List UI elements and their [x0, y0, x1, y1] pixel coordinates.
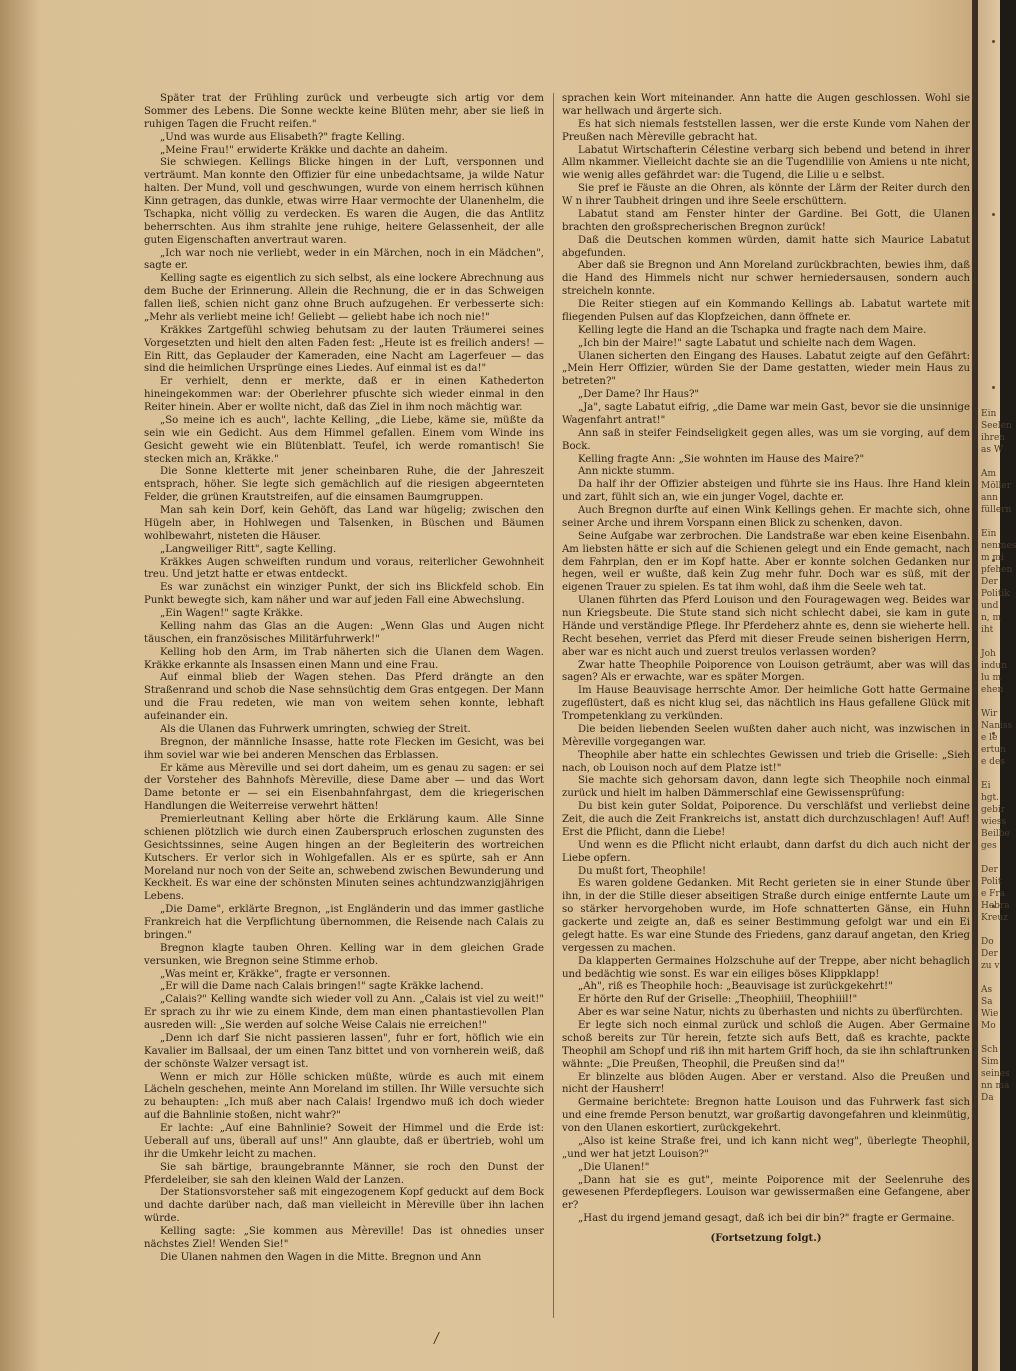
next-page-fragment: Ein [981, 409, 997, 419]
paragraph: „Dann hat sie es gut", meinte Poiporence mit der Seelenruhe des gewesenen Pferdepflegers. Louison war gewissermaßen eine Gefangene, aber er? [562, 1174, 970, 1212]
next-page-fragment: ehen [981, 685, 1004, 695]
paragraph: Der Stationsvorsteher saß mit eingezogenem Kopf geduckt auf dem Bock und dachte darüber nach, daß man vielleicht in Mèreville über ihn lachen würde. [144, 1187, 544, 1225]
next-page-fragment: Sch [981, 1045, 999, 1055]
next-page-fragment: Ein [981, 529, 997, 539]
paragraph: Premierleutnant Kelling aber hörte die Erklärung kaum. Alle Sinne schienen plötzlich wie durch einen Zauberspruch erloschen zugunsten des Gesichtssinnes, seine Augen hingen an der Begleiterin des wortreichen Kutschers. Er verlor sich in Wohlgefallen. Als er es spürte, sah er Ann Moreland nur noch von der Seite an, schwebend zwischen Bewunderung und Keckheit. Es war eine der schönsten Minuten seines achtundzwanzigjährigen Lebens. [144, 814, 544, 903]
paragraph: „Ah", riß es Theophile hoch: „Beauvisage ist zurückgekehrt!" [578, 981, 893, 993]
paragraph: Kräkkes Zartgefühl schwieg behutsam zu der lauten Träumerei seines Vorgesetzten und hielt den alten Faden fest: „Heute ist es freilich anders! — Ein Ritt, das Geplauder der Kameraden, eine Nacht am Lagerfeuer — das sind die heimlichen Ursprünge eines Liedes. Auf einmal ist es da!" [144, 324, 544, 375]
paragraph: Im Hause Beauvisage herrschte Amor. Der heimliche Gott hatte Germaine zugeflüstert, daß es nicht klug sei, das nächtlich ins Haus gefallene Glück mit Trompetenklang zu verkünden. [562, 685, 970, 722]
paragraph: Bregnon, der männliche Insasse, hatte rote Flecken im Gesicht, was bei ihm soviel war wie bei anderen Menschen das Erblassen. [144, 736, 544, 761]
paragraph: „Meine Frau!" erwiderte Kräkke und dachte an daheim. [160, 144, 448, 156]
next-page-fragment: ges [981, 841, 997, 851]
paragraph: Daß die Deutschen kommen würden, damit hatte sich Maurice Labatut abgefunden. [562, 234, 970, 259]
next-page-fragment: seines [981, 1069, 1010, 1079]
paragraph: Und wenn es die Pflicht nicht erlaubt, dann darfst du dich auch nicht der Liebe opfern. [562, 839, 970, 864]
next-page-fragment: Naniss [981, 721, 1013, 731]
next-page-fragment: ertun [981, 745, 1006, 755]
next-page-fragment: Do [981, 937, 994, 947]
next-page-fragment: Beilbe [981, 829, 1010, 839]
next-page-fragment: lu m [981, 673, 1002, 683]
next-page-fragment: pfehen [981, 565, 1013, 575]
next-page-fragment: n, m [981, 613, 1002, 623]
paragraph: Sie machte sich gehorsam davon, dann legte sich Theophile noch einmal zurück und hielt im halben Dämmerschlaf eine Gewissensprüfung: [562, 775, 970, 800]
next-page-fragment [978, 768, 1016, 780]
right-column [562, 93, 970, 1245]
next-page-fragment: zu v [981, 961, 1000, 971]
column-divider [553, 93, 554, 1318]
paragraph: „Ein Wagen!" sagte Kräkke. [160, 608, 304, 619]
next-page-fragment: m mi [981, 553, 1004, 563]
paragraph: Seine Aufgabe war zerbrochen. Die Landstraße war eben keine Eisenbahn. Am liebsten hätte er sich auf die Schienen gelegt und ein Ende gemacht, nach dem Fahrplan, den er im Kopf hatte. Aber er konnte solchen Gedanken nur hegen, weil er wußte, daß kein Zug mehr fuhr. Doch war es süß, mit der eigenen Trauer zu spielen. Es tat ihm wohl, daß ihm die Seele weh tat. [562, 530, 970, 594]
paragraph: Später trat der Frühling zurück und verbeugte sich artig vor dem Sommer des Lebens. Die Sonne weckte keine Blüten mehr, aber sie ließ in ruhigen Tagen die Frucht reifen." [144, 93, 544, 130]
next-page-fragment: iht [981, 625, 994, 635]
paragraph: Man sah kein Dorf, kein Gehöft, das Land war hügelig; zwischen den Hügeln aber, in Hohlwegen und Talsenken, in Büschen und Bäumen wohlbewahrt, nisteten die Häuser. [144, 505, 544, 542]
paragraph: Germaine berichtete: Bregnon hatte Louison und das Fuhrwerk fast sich und eine fremde Person benutzt, war großartig davongefahren und kleinmütig, von den Ulanen eskortiert, zurückgekehrt. [562, 1097, 970, 1134]
next-page-fragment: Der [981, 577, 998, 587]
paragraph: Es war zunächst ein winziger Punkt, der sich ins Blickfeld schob. Ein Punkt bewegte sich, kam näher und war auf jeden Fall eine Abwechslung. [144, 582, 544, 607]
paragraph: Du bist kein guter Soldat, Poiporence. Du verschläfst und verliebst deine Zeit, die auch die Zeit Frankreichs ist, anstatt dich durchzuschlagen! Auf! Auf! Erst die Pflicht, dann die Liebe! [562, 801, 970, 838]
next-page-fragment: Wie [981, 1009, 999, 1019]
next-page-fragment: nenmes [981, 541, 1016, 551]
next-page-fragment: Polit [981, 877, 1002, 887]
paragraph: sprachen kein Wort miteinander. Ann hatte die Augen geschlossen. Wohl sie war hellwach und ärgerte sich. [562, 93, 970, 117]
next-page-fragment: as W [981, 445, 1004, 455]
paragraph: Sie pref ie Fäuste an die Ohren, als könnte der Lärm der Reiter durch den W n ihrer Taubheit dringen und ihre Seele erschüttern. [562, 183, 970, 207]
next-page-fragment: Politik [981, 589, 1010, 599]
paragraph: Auch Bregnon durfte auf einen Wink Kellings gehen. Er machte sich, ohne seiner Arche und ihrem Vorspann einen Blick zu schenken, davon. [562, 505, 970, 529]
paragraph: Ann nickte stumm. [578, 466, 675, 478]
next-page-fragment: nn ma [981, 1081, 1010, 1091]
next-page-fragment: indun [981, 661, 1008, 671]
paragraph: „Hast du irgend jemand gesagt, daß ich bei dir bin?" fragte er Germaine. [578, 1213, 955, 1225]
next-page-fragment: Sa [981, 997, 993, 1007]
paragraph: Kelling sagte: „Sie kommen aus Mèreville! Das ist ohnedies unser nächstes Ziel! Wenden Sie!" [144, 1226, 544, 1250]
next-page-fragment: Mo [981, 1021, 996, 1031]
next-page-fragment: As [981, 985, 993, 995]
paragraph: Sie schwiegen. Kellings Blicke hingen in der Luft, versponnen und verträumt. Man konnte den Offizier für eine unbedachtsame, ja wilde Natur halten. Der Mund, voll und geschwungen, wurde von einem herrisch kühnen Kinn getragen, das dunkle, etwas wirre Haar vermochte der Ulanenhelm, die Tschapka, nicht völlig zu verdecken. Es waren die Augen, die das Antlitz beherrschten. Aus ihm strahlte jene ruhige, heitere Gelassenheit, der alle guten Eigenschaften anvertraut waren. [144, 157, 544, 246]
next-page-fragment [978, 852, 1016, 864]
paragraph: Labatut stand am Fenster hinter der Gardine. Bei Gott, die Ulanen brachten den großsprecherischen Bregnon zurück! [562, 208, 970, 233]
paragraph: Er blinzelte aus blöden Augen. Aber er verstand. Also die Preußen und nicht der Hausherr! [562, 1071, 970, 1096]
paragraph: Du mußt fort, Theophile! [578, 865, 707, 877]
next-page-fragment: gebir [981, 805, 1006, 815]
left-column [144, 93, 544, 1265]
paragraph: „Die Ulanen!" [578, 1161, 650, 1173]
paragraph: Er verhielt, denn er merkte, daß er in einen Kathederton hineingekommen war: der Oberlehrer pfuschte sich wieder einmal in den Reiter hinein. Aber er wollte nicht, daß das Ziel in ihm noch mächtig war. [144, 376, 544, 413]
paragraph: Kelling nahm das Glas an die Augen: „Wenn Glas und Augen nicht täuschen, ein französisches Militärfuhrwerk!" [144, 620, 544, 645]
next-page-fragment: wiess [981, 817, 1007, 827]
next-page-edge [978, 0, 1016, 1371]
continued-note: (Fortsetzung folgt.) [710, 1232, 822, 1244]
paragraph: Kelling fragte Ann: „Sie wohnten im Hause des Maire?" [578, 453, 865, 465]
paragraph: „Ich bin der Maire!" sagte Labatut und schielte nach dem Wagen. [578, 337, 917, 349]
next-page-fragment: Kreuz [981, 913, 1008, 923]
paragraph: Aber es war seine Natur, nichts zu überhasten und nichts zu überfürchten. [578, 1007, 963, 1019]
next-page-fragment: Der [981, 865, 998, 875]
paragraph: Als die Ulanen das Fuhrwerk umringten, schwieg der Streit. [160, 723, 471, 735]
paragraph: „Und was wurde aus Elisabeth?" fragte Kelling. [160, 131, 405, 143]
paragraph: Ulanen sicherten den Eingang des Hauses. Labatut zeigte auf den Gefährt: „Mein Herr Offizier, würden Sie der Dame gestatten, wieder mein Haus zu betreten?" [562, 350, 970, 388]
next-page-fragment: Seelen [981, 421, 1012, 431]
next-page-fragment [978, 636, 1016, 648]
paragraph: Theophile aber hatte ein schlechtes Gewissen und trieb die Griselle: „Sieh nach, ob Louison noch auf dem Platze ist!" [562, 749, 970, 774]
paragraph: Es waren goldene Gedanken. Mit Recht gerieten sie in einer Stunde über ihn, in der die Stille dieser abseitigen Straße durch einige entfernte Laute um so stärker hervorgehoben wurde, im Hofe schnatterten Gänse, ein Huhn gackerte und zeigte an, daß es seiner Bestimmung gefolgt war und ein Ei gelegt hatte. Es war eine Stunde des Friedens, ganz darauf angetan, den Krieg vergessen zu machen. [562, 878, 970, 954]
paragraph: „Calais?" Kelling wandte sich wieder voll zu Ann. „Calais ist viel zu weit!" Er sprach zu ihr wie zu einem Kinde, dem man einen phantastievollen Plan ausreden will: „Sie werden auf solche Weise Calais nie erreichen!" [144, 994, 544, 1031]
paragraph: Da half ihr der Offizier absteigen und führte sie ins Haus. Ihre Hand klein und zart, fühlt sich an, wie ein junger Vogel, dachte er. [562, 479, 970, 504]
paragraph: „Ja", sagte Labatut eifrig, „die Dame war mein Gast, bevor sie die unsinnige Wagenfahrt antrat!" [562, 402, 971, 426]
next-page-fragment [978, 924, 1016, 936]
page-edge-stain [0, 0, 40, 1371]
next-page-fragment [978, 516, 1016, 528]
next-page-fragment: e des [981, 757, 1005, 767]
paragraph: „Er will die Dame nach Calais bringen!" sagte Kräkke lachend. [160, 981, 484, 993]
paragraph: „Ich war noch nie verliebt, weder in ein Märchen, noch in ein Mädchen", sagte er. [144, 247, 544, 272]
next-page-fragment [978, 1032, 1016, 1044]
paragraph: Kräkkes Augen schweiften rundum und voraus, reiterlicher Gewohnheit treu. Und jetzt hatte er etwas entdeckt. [144, 556, 544, 581]
paragraph: Die beiden liebenden Seelen wußten daher auch nicht, was inzwischen in Mèreville vorgegangen war. [562, 723, 970, 748]
next-page-fragment: e le [981, 733, 998, 743]
paragraph: „So meine ich es auch", lachte Kelling, „die Liebe, käme sie, müßte da sein wie ein Gedicht. Aus dem Himmel gefallen. Einem vom Winde ins Gesicht geweht wie ein Blütenblatt. Teufel, ich werde romantisch! Sie stecken mich an, Kräkke." [144, 414, 544, 465]
paragraph: Kelling hob den Arm, im Trab näherten sich die Ulanen dem Wagen. Kräkke erkannte als Insassen einen Mann und eine Frau. [144, 646, 544, 671]
paragraph: Da klapperten Germaines Holzschuhe auf der Treppe, aber nicht behaglich und bedächtig wie sonst. Es war ein eiliges böses Klippklapp! [562, 955, 970, 980]
paragraph: Ulanen führten das Pferd Louison und den Fouragewagen weg. Beides war nun Kriegsbeute. Die Stute stand sich nicht schlecht dabei, sie kam in gute Hände und verständige Pflege. Ihr Pferdeherz ahnte es, denn sie wieherte hell. Recht besehen, verriet das Pferd mit dieser Freude seinen bisherigen Herrn, aber war es nicht auch und zuerst treulos verlassen worden? [562, 595, 970, 658]
next-page-fragment: Ei [981, 781, 991, 791]
paragraph: Auf einmal blieb der Wagen stehen. Das Pferd drängte an den Straßenrand und schob die Nase sehnsüchtig dem Gras entgegen. Der Mann und die Frau redeten, wie man von weitem sehen konnte, lebhaft aufeinander ein. [144, 672, 544, 722]
paragraph: Wenn er mich zur Hölle schicken müßte, würde es auch mit einem Lächeln geschehen, meinte Ann Moreland im stillen. Ihr Wille versuchte sich zu behaupten: „Ich muß aber nach Calais! Irgendwo muß ich doch wieder auf die Bahnlinie stoßen, nicht wahr?" [144, 1071, 544, 1122]
next-page-fragment: füllern [981, 505, 1012, 515]
paragraph: Er legte sich noch einmal zurück und schloß die Augen. Aber Germaine schoß bereits zur Tür herein, fetzte sich aufs Bett, daß es krachte, packte Theophil am Schopf und riß ihn mit hartem Griff hoch, da sie ihn schlaftrunken wähnte: „Die Preußen, Theophil, die Preußen sind da!" [562, 1020, 971, 1070]
paragraph: Ann saß in steifer Feindseligkeit gegen alles, was um sie vorging, auf dem Bock. [562, 427, 970, 452]
next-page-fragment: und [981, 601, 999, 611]
paragraph: „Also ist keine Straße frei, und ich kann nicht weg", überlegte Theophil, „und wer hat jetzt Louison?" [562, 1135, 970, 1160]
paragraph: Kelling sagte es eigentlich zu sich selbst, als eine lockere Abrechnung aus dem Buche der Erinnerung. Allein die Rechnung, die er in das Schweigen fallen ließ, schien nicht ganz ohne Bruch aufzugehen. Er verbesserte sich: „Mehr als verliebt meine ich! Geliebt — geliebt habe ich noch nie!" [144, 273, 544, 323]
next-page-fragment: Joh [981, 649, 996, 659]
paragraph: Es hat sich niemals feststellen lassen, wer die erste Kunde vom Nahen der Preußen nach Mèreville gebracht hat. [562, 118, 970, 143]
paragraph: „Was meint er, Kräkke", fragte er versonnen. [160, 968, 391, 980]
paragraph: Bregnon klagte tauben Ohren. Kelling war in dem gleichen Grade versunken, wie Bregnon seine Stimme erhob. [144, 942, 544, 967]
next-page-fragment: Hebra [981, 901, 1010, 911]
next-page-text-fragments [978, 408, 1016, 1104]
next-page-fragment: Wir [981, 709, 998, 719]
pencil-mark [433, 1332, 450, 1344]
next-page-fragment: Der [981, 949, 998, 959]
next-page-fragment: ihren [981, 433, 1006, 443]
paragraph: „Die Dame", erklärte Bregnon, „ist Engländerin und das immer gastliche Frankreich hat die Verpflichtung übernommen, die Reisende nach Calais zu bringen." [144, 904, 544, 941]
next-page-fragment: Da [981, 1093, 994, 1103]
next-page-fragment: Möller [981, 481, 1012, 491]
next-page-fragment: hgt. [981, 793, 1000, 803]
next-page-fragment [978, 456, 1016, 468]
paragraph: Die Reiter stiegen auf ein Kommando Kellings ab. Labatut wartete mit fliegenden Pulsen auf das Klopfzeichen, dann öffnete er. [562, 299, 970, 323]
next-page-fragment: e Fra [981, 889, 1006, 899]
paragraph: Kelling legte die Hand an die Tschapka und fragte nach dem Maire. [578, 324, 927, 336]
paragraph: „Der Dame? Ihr Haus?" [578, 389, 700, 401]
paragraph: Zwar hatte Theophile Poiporence von Louison geträumt, aber was will das sagen? Als er erwachte, war es später Morgen. [562, 659, 970, 684]
paragraph: Er lachte: „Auf eine Bahnlinie? Soweit der Himmel und die Erde ist: Ueberall auf uns, überall auf uns!" Ann glaubte, daß er übertrieb, wohl um ihr die Umkehr leicht zu machen. [144, 1123, 544, 1160]
paragraph: Er hörte den Ruf der Griselle: „Theophiiil, Theophiiil!" [578, 994, 858, 1006]
paragraph: Sie sah bärtige, braungebrannte Männer, sie roch den Dunst der Pferdeleiber, sie sah den kleinen Wald der Lanzen. [144, 1161, 544, 1186]
next-page-fragment [978, 696, 1016, 708]
paragraph: Aber daß sie Bregnon und Ann Moreland zurückbrachten, bewies ihm, daß die Hand des Himmels nicht nur schwer herniedersausen, sondern auch streicheln konnte. [562, 260, 970, 298]
paragraph: Er käme aus Mèreville und sei dort daheim, um es genau zu sagen: er sei der Vorsteher des Bahnhofs Mèreville, diese Dame aber — und das Wort Dame betonte er — sei ein Eisenbahnfahrgast, dem die kriegerischen Handlungen die Weiterreise verwehrt hätten! [144, 762, 544, 813]
next-page-fragment: Sim [981, 1057, 999, 1067]
paragraph: „Denn ich darf Sie nicht passieren lassen", fuhr er fort, höflich wie ein Kavalier im Ballsaal, der um einen Tanz bittet und von vornherein weiß, daß der schönste Walzer versagt ist. [144, 1032, 544, 1070]
next-page-fragment: Am [981, 469, 997, 479]
paragraph: Die Sonne kletterte mit jener scheinbaren Ruhe, die der Jahreszeit entsprach, höher. Sie legte sich gemächlich auf die riesigen abgeernteten Felder, die grünen Krautstreifen, auf die einsamen Baumgruppen. [144, 466, 544, 504]
next-page-fragment [978, 972, 1016, 984]
next-page-fragment: ann [981, 493, 998, 503]
paragraph: „Langweiliger Ritt", sagte Kelling. [160, 543, 337, 555]
paragraph: Die Ulanen nahmen den Wagen in die Mitte. Bregnon und Ann [160, 1251, 482, 1263]
paragraph: Labatut Wirtschafterin Célestine verbarg sich bebend und betend in ihrer Allm nkammer. Vielleicht dachte sie an die Tugendlilie von Amiens u nte nicht, wie wenig alles gefährdet war: die Tugend, die Lilie u e selbst. [562, 144, 970, 182]
